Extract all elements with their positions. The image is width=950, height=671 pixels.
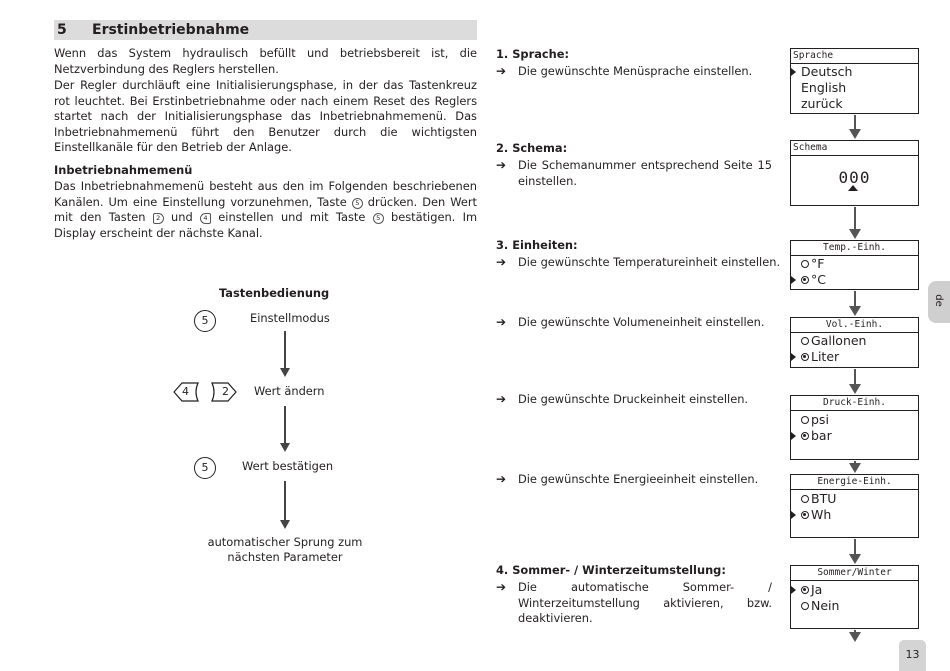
display-energie-einheit	[790, 474, 919, 538]
caret-up-icon	[848, 185, 858, 191]
option-fahrenheit	[791, 256, 918, 272]
display-title: Temp.-Einh.	[791, 241, 918, 256]
option-bar	[791, 428, 918, 444]
arrow-right-icon: ➔	[496, 255, 507, 269]
option-label: °F	[811, 256, 825, 271]
option-gallonen	[791, 333, 918, 349]
keys-4-2-icon	[172, 381, 238, 403]
display-title: Schema	[791, 141, 918, 156]
cursor-icon	[791, 432, 796, 440]
intro-paragraph-1: Wenn das System hydraulisch befüllt und betriebsbereit ist, die Netzverbindung des Reglers herstellen.	[54, 46, 477, 76]
down-arrow-icon	[849, 207, 861, 239]
option-label: Liter	[811, 349, 840, 364]
display-druck-einheit	[790, 395, 919, 460]
arrow-right-icon: ➔	[496, 158, 507, 172]
option-label: English	[801, 80, 847, 95]
step-3-temp-text: Die gewünschte Temperatureinheit einstellen.	[518, 255, 781, 269]
arrow-right-icon: ➔	[496, 472, 507, 486]
option-label: zurück	[801, 96, 843, 111]
down-arrow-icon	[280, 481, 290, 529]
down-arrow-icon	[280, 406, 290, 452]
down-arrow-icon	[849, 291, 861, 316]
option-btu	[791, 491, 918, 507]
key-diagram-title: Tastenbedienung	[219, 286, 330, 300]
step-3-energy-instruction	[496, 472, 772, 488]
key-2-icon: 2	[153, 213, 164, 224]
arrow-right-icon: ➔	[496, 580, 507, 594]
page-number: 13	[899, 640, 926, 671]
section-title: Erstinbetriebnahme	[92, 22, 250, 38]
step-3-press-instruction	[496, 392, 772, 408]
down-arrow-icon	[849, 630, 861, 642]
key-5-icon: 5	[194, 310, 216, 332]
option-wh	[791, 507, 918, 523]
radio-off-icon	[801, 495, 809, 503]
down-arrow-icon	[849, 369, 861, 394]
intro-paragraph-2: Der Regler durchläuft eine Initialisierungsphase, in der das Tastenkreuz rot leuchtet. Bei Erstinbetriebnahme oder nach einem Reset des Reglers startet nach der Initialisierungsphase das Inbetriebnahmemenü. Das Inbetriebnahmemenü führt den Benutzer durch die wichtigsten Einstellkanäle für den Betrieb der Anlage.	[54, 78, 477, 155]
step-4-text: Die automatische Sommer- / Winterzeitumstellung aktivieren, bzw. deaktivieren.	[518, 580, 772, 626]
down-arrow-icon	[280, 331, 290, 377]
radio-on-icon	[801, 353, 809, 361]
step-wert-aendern-label: Wert ändern	[254, 384, 325, 398]
cursor-icon	[791, 276, 796, 284]
display-title: Sprache	[791, 49, 918, 64]
menu-option-deutsch	[791, 64, 918, 80]
menu-text-5: bestätigen. Im Display erscheint der nächste Kanal.	[54, 210, 478, 240]
section-heading	[54, 20, 477, 40]
radio-on-icon	[801, 511, 809, 519]
down-arrow-icon	[849, 539, 861, 564]
radio-on-icon	[801, 432, 809, 440]
display-title: Sommer/Winter	[791, 566, 918, 581]
arrow-right-icon: ➔	[496, 392, 507, 406]
menu-text-1: Das Inbetriebnahmemenü besteht aus den im Folgenden beschriebenen Kanälen. Um eine Einstellung vorzunehmen, Taste	[54, 179, 477, 209]
key-5-icon: 5	[373, 213, 384, 224]
option-label: Wh	[811, 507, 832, 522]
cursor-icon	[791, 511, 796, 519]
menu-text-4: einstellen und mit Taste	[218, 210, 366, 225]
step-3-vol-text: Die gewünschte Volumeneinheit einstellen.	[518, 315, 765, 329]
option-label: Nein	[811, 598, 840, 613]
cursor-icon	[791, 68, 796, 76]
option-label: °C	[811, 272, 826, 287]
language-tab	[928, 281, 950, 323]
final-label-line-1: automatischer Sprung zum	[207, 535, 363, 549]
arrow-right-icon: ➔	[496, 64, 507, 78]
option-label: psi	[811, 412, 829, 427]
cursor-icon	[791, 353, 796, 361]
step-3-energy-text: Die gewünschte Energieeinheit einstellen.	[518, 472, 759, 486]
step-einstellmodus-label: Einstellmodus	[250, 311, 330, 325]
display-title: Druck-Einh.	[791, 396, 918, 411]
display-schema	[790, 140, 919, 206]
arrow-right-icon: ➔	[496, 315, 507, 329]
display-vol-einheit	[790, 317, 919, 368]
menu-text-3: und	[171, 210, 193, 225]
schema-value: 000	[838, 168, 871, 187]
option-nein	[791, 598, 918, 614]
step-2-text: Die Schemanummer entsprechend Seite 15 einstellen.	[518, 158, 772, 188]
step-3-heading: 3. Einheiten:	[496, 238, 578, 252]
display-title: Vol.-Einh.	[791, 318, 918, 333]
radio-off-icon	[801, 337, 809, 345]
down-arrow-icon	[849, 115, 861, 139]
menu-subheading: Inbetriebnahmemenü	[54, 163, 193, 177]
display-sprache	[790, 48, 919, 114]
option-label: Gallonen	[811, 333, 867, 348]
step-3-press-text: Die gewünschte Druckeinheit einstellen.	[518, 392, 749, 406]
display-sommer-winter	[790, 565, 919, 629]
radio-off-icon	[801, 416, 809, 424]
step-wert-bestaetigen-label: Wert bestätigen	[242, 459, 334, 473]
step-1-instruction	[496, 64, 772, 80]
option-psi	[791, 412, 918, 428]
step-4-instruction	[496, 580, 772, 626]
menu-paragraph	[54, 179, 477, 241]
radio-on-icon	[801, 276, 809, 284]
option-liter	[791, 349, 918, 365]
step-3-vol-instruction	[496, 315, 772, 331]
menu-text-2: drücken. Den Wert mit den Tasten	[54, 194, 477, 225]
option-label: Ja	[811, 582, 823, 597]
radio-on-icon	[801, 586, 809, 594]
final-label-line-2: nächsten Parameter	[227, 550, 343, 564]
option-ja	[791, 582, 918, 598]
cursor-icon	[791, 586, 796, 594]
radio-off-icon	[801, 260, 809, 268]
display-temp-einheit	[790, 240, 919, 290]
radio-off-icon	[801, 602, 809, 610]
step-3-temp-instruction	[496, 255, 781, 271]
option-label: Deutsch	[801, 64, 853, 79]
menu-option-english	[791, 80, 918, 96]
key-4-icon: 4	[200, 213, 211, 224]
step-2-heading: 2. Schema:	[496, 141, 568, 155]
option-label: bar	[811, 428, 832, 443]
key-2-label: 2	[222, 385, 229, 398]
option-celsius	[791, 272, 918, 288]
section-number: 5	[57, 22, 67, 38]
down-arrow-icon	[849, 461, 861, 473]
step-1-heading: 1. Sprache:	[496, 47, 570, 61]
language-tab-label: de	[932, 294, 944, 307]
step-1-text: Die gewünschte Menüsprache einstellen.	[518, 64, 753, 78]
key-5-icon: 5	[194, 457, 216, 479]
option-label: BTU	[811, 491, 837, 506]
key-5-icon: 5	[352, 198, 363, 209]
step-2-instruction	[496, 158, 772, 190]
key-4-label: 4	[182, 385, 189, 398]
menu-option-zurueck	[791, 96, 918, 112]
step-4-heading: 4. Sommer- / Winterzeitumstellung:	[496, 563, 726, 577]
display-title: Energie-Einh.	[791, 475, 918, 490]
